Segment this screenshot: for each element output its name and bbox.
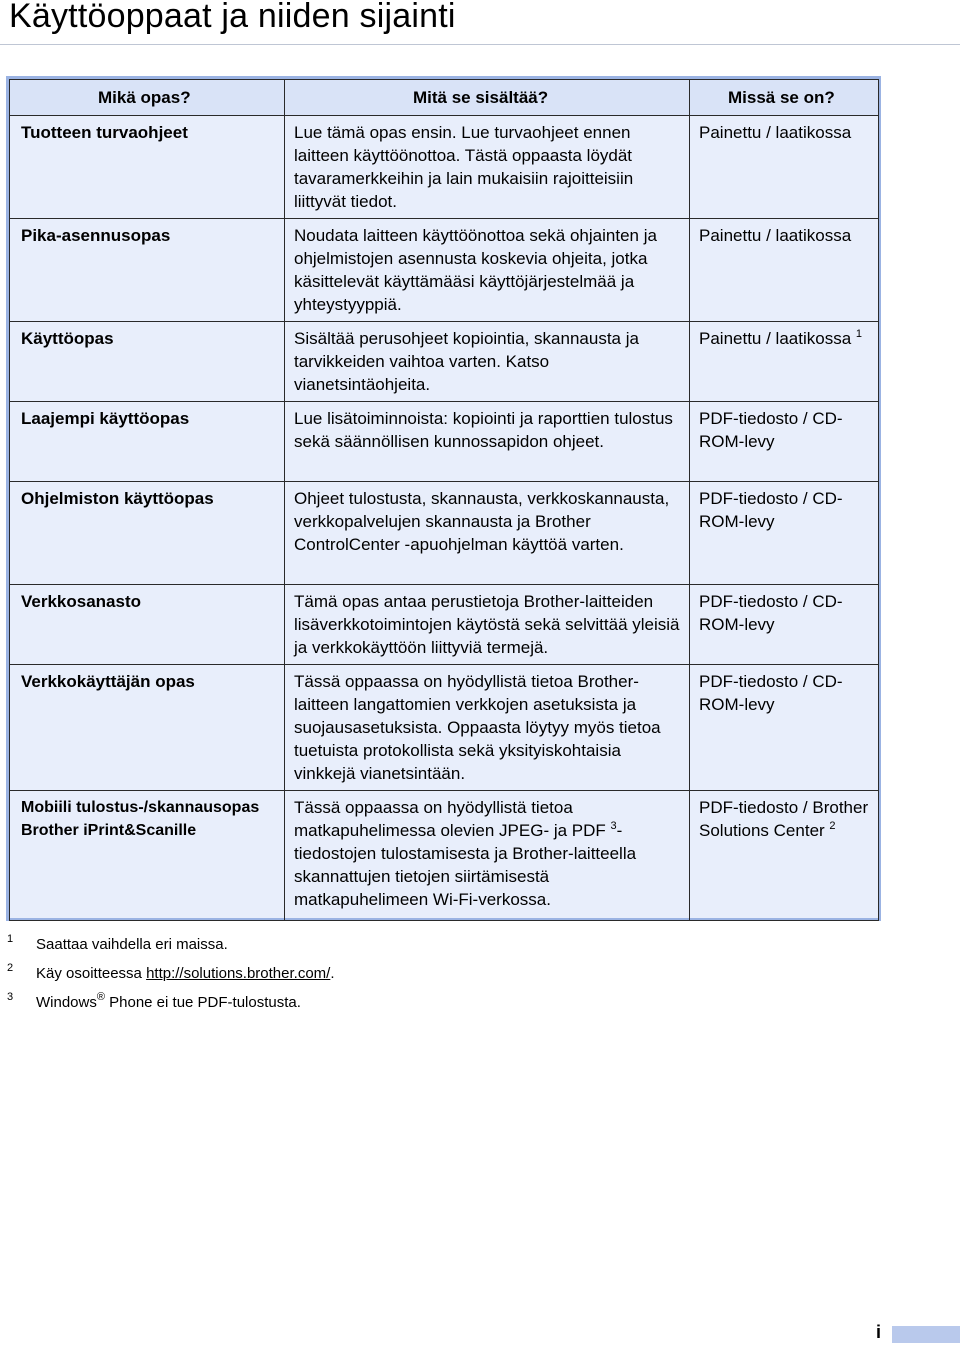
column-header-guide: Mikä opas? — [10, 80, 285, 116]
guide-location: PDF-tiedosto / CD-ROM-levy — [690, 585, 879, 665]
footnote-prefix: Windows — [36, 994, 97, 1011]
guide-location: PDF-tiedosto / CD-ROM-levy — [690, 482, 879, 585]
guide-location — [690, 791, 879, 921]
page-number: i — [876, 1322, 882, 1342]
location-text: PDF-tiedosto / Brother Solutions Center — [699, 798, 869, 840]
guide-name: Pika-asennusopas — [10, 219, 285, 322]
column-header-content: Mitä se sisältää? — [285, 80, 690, 116]
footnote-text — [36, 993, 301, 1013]
table-row — [10, 665, 879, 791]
table-row — [10, 219, 879, 322]
table-row — [10, 585, 879, 665]
footnote-number: 3 — [7, 991, 14, 1003]
guide-name: Laajempi käyttöopas — [10, 402, 285, 482]
solutions-link[interactable]: http://solutions.brother.com/ — [146, 965, 331, 982]
table-row — [10, 116, 879, 219]
content-text-cont: -tiedostojen tulostamisesta ja Brother-laitteella skannattujen tietojen siirtämisestä matkapuhelimeen Wi-Fi-verkossa. — [294, 821, 637, 909]
footnote-number: 2 — [7, 962, 14, 974]
location-text: Painettu / laatikossa — [699, 329, 852, 348]
guide-content — [285, 791, 690, 921]
table-row — [10, 402, 879, 482]
guide-content: Lue tämä opas ensin. Lue turvaohjeet ennen laitteen käyttöönottoa. Tästä oppaasta löydät tavaramerkkeihin ja lain mukaisiin rajoitteisiin liittyvät tiedot. — [285, 116, 690, 219]
footnote-text — [36, 964, 335, 984]
guide-location: PDF-tiedosto / CD-ROM-levy — [690, 402, 879, 482]
footnote-number: 1 — [7, 933, 14, 945]
table-header-row — [10, 80, 879, 116]
guides-table — [9, 79, 879, 921]
guide-location: Painettu / laatikossa — [690, 219, 879, 322]
footnote-prefix: Käy osoitteessa — [36, 965, 147, 982]
guide-name: Ohjelmiston käyttöopas — [10, 482, 285, 585]
guide-name: Verkkokäyttäjän opas — [10, 665, 285, 791]
title-divider — [0, 44, 960, 45]
guide-location: Painettu / laatikossa — [690, 116, 879, 219]
footnote-suffix: . — [330, 965, 335, 982]
guide-content: Tämä opas antaa perustietoja Brother-laitteiden lisäverkkotoimintojen käytöstä sekä selvittää yleisiä ja verkkokäyttöön liittyviä termejä. — [285, 585, 690, 665]
table-row — [10, 322, 879, 402]
guides-table-frame — [6, 76, 881, 921]
guide-content: Sisältää perusohjeet kopiointia, skannausta ja tarvikkeiden vaihtoa varten. Katso vianetsintäohjeita. — [285, 322, 690, 402]
guide-name: Mobiili tulostus-/skannausopas Brother iPrint&Scanille — [10, 791, 285, 921]
page-number-bar — [892, 1326, 960, 1343]
footnote-text: Saattaa vaihdella eri maissa. — [36, 936, 228, 953]
footnote-suffix: Phone ei tue PDF-tulostusta. — [104, 994, 301, 1011]
content-text: Tässä oppaassa on hyödyllistä tietoa matkapuhelimessa olevien JPEG- ja PDF — [294, 798, 606, 840]
footnote-ref: 3 — [610, 820, 617, 832]
footnote-ref: 1 — [855, 328, 863, 340]
guide-location: PDF-tiedosto / CD-ROM-levy — [690, 665, 879, 791]
registered-mark: ® — [96, 991, 105, 1003]
table-row — [10, 482, 879, 585]
page-title: Käyttöoppaat ja niiden sijainti — [9, 0, 456, 35]
guide-location — [690, 322, 879, 402]
footnote-ref: 2 — [829, 820, 836, 832]
guide-content: Noudata laitteen käyttöönottoa sekä ohjainten ja ohjelmistojen asennusta koskevia ohjeita, jotka käsittelevät käyttämääsi käyttöjärjestelmää ja yhteystyyppiä. — [285, 219, 690, 322]
guide-name: Käyttöopas — [10, 322, 285, 402]
column-header-location: Missä se on? — [690, 80, 879, 116]
guide-content: Ohjeet tulostusta, skannausta, verkkoskannausta, verkkopalvelujen skannausta ja Brother ControlCenter -apuohjelman käyttöä varten. — [285, 482, 690, 585]
guide-content: Lue lisätoiminnoista: kopiointi ja raporttien tulostus sekä säännöllisen kunnossapidon ohjeet. — [285, 402, 690, 482]
guide-name: Verkkosanasto — [10, 585, 285, 665]
guide-name: Tuotteen turvaohjeet — [10, 116, 285, 219]
table-row — [10, 791, 879, 921]
guide-content: Tässä oppaassa on hyödyllistä tietoa Brother-laitteen langattomien verkkojen asetuksista ja suojausasetuksista. Oppaasta löytyy myös tietoa tuetuista protokollista sekä yksityiskohtaisia vinkkejä vianetsintään. — [285, 665, 690, 791]
